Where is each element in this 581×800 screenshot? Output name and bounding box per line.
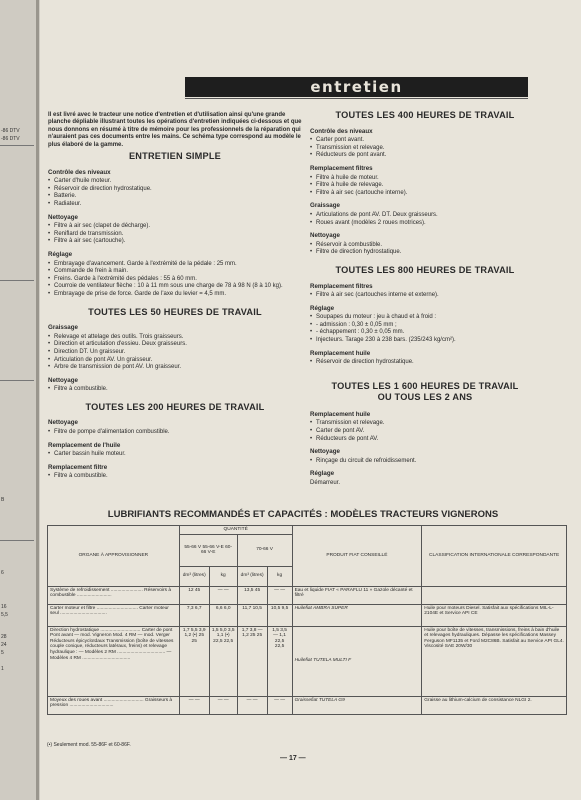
list-item: • - admission : 0,30 ± 0,05 mm ;: [310, 322, 540, 330]
margin-text: 6: [1, 570, 4, 576]
table-cell: Moyeux des roues avant .............................. Graisseurs à pression .................................: [48, 696, 180, 714]
group-heading: Nettoyage: [310, 448, 340, 456]
column-header: 55-66 V 55-66 V-E 60-66 V-E: [179, 534, 237, 566]
list-item: • Carter bassin huile moteur.: [48, 451, 302, 459]
group-heading: Remplacement huile: [310, 349, 371, 357]
column-header: kg: [267, 566, 292, 586]
page-number: — 17 —: [280, 755, 306, 762]
margin-text: 1: [1, 666, 4, 672]
group-heading: Nettoyage: [310, 232, 340, 240]
list-item: • Transmission et relevage.: [310, 420, 540, 428]
table-cell: 10,5 9,5: [267, 604, 292, 626]
column-header: kg: [209, 566, 237, 586]
margin-text: B: [1, 497, 5, 503]
adjacent-page-strip: [0, 0, 40, 800]
column-header: 70-66 V: [237, 534, 292, 566]
table-cell: Graissefiat TUTELA G9: [292, 696, 422, 714]
right-column: [310, 104, 540, 488]
table-cell: — —: [267, 696, 292, 714]
group-heading: Graissage: [48, 324, 78, 332]
banner-title: entretien: [310, 78, 403, 96]
column-header: PRODUIT FIAT CONSEILLÉ: [292, 526, 422, 587]
page-fold: [36, 0, 39, 800]
list-item: • Commande de frein à main.: [48, 268, 302, 276]
table-cell: Huilefiat TUTELA MULTI F: [292, 626, 422, 696]
table-cell: [422, 586, 567, 604]
table-cell: 1,7 5,5 3,9 1,2 (•) 25 25: [179, 626, 209, 696]
list-item: • Filtre à air sec (cartouches interne et externe).: [310, 292, 540, 300]
list-item: • - échappement : 0,30 ± 0,05 mm.: [310, 329, 540, 337]
table-cell: Eau et liquide FIAT « PARAFLU 11 » Gazole décanté et filtré: [292, 586, 422, 604]
list-item: • Filtre de direction hydrostatique.: [310, 249, 540, 257]
group-heading: Remplacement de l'huile: [48, 441, 121, 449]
table-cell: Carter moteur et filtre ............................... Carter moteur seul ...................................: [48, 604, 180, 626]
section-title: ENTRETIEN SIMPLE: [128, 151, 222, 162]
table-cell: — —: [209, 586, 237, 604]
table-cell: 7,3 6,7: [179, 604, 209, 626]
table-cell: 13,5 45: [237, 586, 267, 604]
group-heading: Nettoyage: [48, 376, 78, 384]
list-item: • Relevage et attelage des outils. Trois graisseurs.: [48, 334, 302, 342]
list-item: • Filtre à huile de moteur.: [310, 175, 540, 183]
list-item: • Soupapes du moteur : jeu à chaud et à froid :: [310, 314, 540, 322]
margin-text: 5: [1, 650, 4, 656]
list-item: • Filtre à air sec (clapet de décharge).: [48, 223, 302, 231]
list-item: • Roues avant (modèles 2 roues motrices).: [310, 220, 540, 228]
plain-text: Démarreur.: [310, 480, 341, 486]
table-cell: Huilefiat AMBRA SUPER: [292, 604, 422, 626]
intro-paragraph: Il est livré avec le tracteur une notice d'entretien et d'utilisation ainsi qu'une grande planche dépliable illustrant toutes les opérations d'entretien indiquées ci-dessous et que nous donnons en résumé à titre de mémoire pour les professionnels de la réparation qui n'auraient pas ces documents entre les mains. Ce schéma type correspond au modèle le plus élaboré de la gamme.: [48, 112, 302, 148]
column-header: dm³ (litres): [179, 566, 209, 586]
list-item: • Filtre de pompe d'alimentation combustible.: [48, 429, 302, 437]
list-item: • Arbre de transmission de pont AV. Un graisseur.: [48, 364, 302, 372]
table-title: LUBRIFIANTS RECOMMANDÉS ET CAPACITÉS : MODÈLES TRACTEURS VIGNERONS: [107, 509, 499, 520]
table-cell: — —: [237, 696, 267, 714]
table-row: [48, 604, 567, 626]
table-row: [48, 626, 567, 696]
list-item: • Freins. Garde à l'extrémité des pédales : 55 à 60 mm.: [48, 276, 302, 284]
list-item: • Reniflard de transmission.: [48, 231, 302, 239]
group-heading: Nettoyage: [48, 419, 78, 427]
table-row: [48, 586, 567, 604]
table-cell: — —: [179, 696, 209, 714]
margin-text: -86 DTV: [1, 128, 20, 134]
section-title: TOUTES LES 50 HEURES DE TRAVAIL: [88, 306, 262, 317]
section-title: TOUTES LES 200 HEURES DE TRAVAIL: [85, 401, 265, 412]
list-item: • Carter pont avant.: [310, 137, 540, 145]
list-item: • Filtre à air sec (cartouche interne).: [310, 190, 540, 198]
list-item: • Filtre à huile de relevage.: [310, 182, 540, 190]
list-item: • Transmission et relevage.: [310, 145, 540, 153]
list-item: • Radiateur.: [48, 201, 302, 209]
table-cell: Huile pour boîte de vitesses, transmissions, freins à bain d'huile et relevages hydrauliques. Dépasse les spécifications Massey Ferguson MF1135 et Ford M2C86B. Satisfait au Service API GL4. Viscosité SAE 20W/30: [422, 626, 567, 696]
section-title: TOUTES LES 400 HEURES DE TRAVAIL: [335, 110, 515, 120]
list-item: • Direction et articulation d'essieu. Deux graisseurs.: [48, 341, 302, 349]
column-header: CLASSIFICATION INTERNATIONALE CORRESPONDANTE: [422, 526, 567, 587]
table-cell: Huile pour moteurs Diesel. Satisfait aux spécifications MIL-L-2104E et Service API CE: [422, 604, 567, 626]
group-heading: Réglage: [48, 250, 73, 258]
table-cell: 1,5 3,5 — 1,1 22,5 22,5: [267, 626, 292, 696]
column-header: dm³ (litres): [237, 566, 267, 586]
table-cell: 11,7 10,5: [237, 604, 267, 626]
list-item: • Réducteurs de pont avant.: [310, 152, 540, 160]
list-item: • Réservoir de direction hydrostatique.: [310, 359, 540, 367]
left-column: [48, 112, 302, 481]
group-heading: Nettoyage: [48, 213, 78, 221]
margin-text: 24: [1, 642, 7, 648]
table-cell: 1,5 5,0 3,5 1,1 (•) 22,5 22,5: [209, 626, 237, 696]
group-heading: Graissage: [310, 202, 340, 210]
section-title: TOUTES LES 800 HEURES DE TRAVAIL: [335, 264, 515, 275]
group-heading: Remplacement huile: [310, 410, 371, 418]
list-item: • Réducteurs de pont AV.: [310, 436, 540, 444]
list-item: • Embrayage de prise de force. Garde de l'axe du levier = 4,5 mm.: [48, 291, 302, 299]
table-cell: — —: [267, 586, 292, 604]
list-item: • Filtre à combustible.: [48, 473, 302, 481]
group-heading: Contrôle des niveaux: [48, 168, 111, 176]
group-heading: Réglage: [310, 304, 335, 312]
group-heading: Remplacement filtre: [48, 463, 108, 471]
table-cell: 6,6 6,0: [209, 604, 237, 626]
group-heading: Remplacement filtres: [310, 164, 373, 172]
group-heading: Remplacement filtres: [310, 282, 373, 290]
table-cell: Système de refroidissement ........................ Réservoirs à combustible ..........................: [48, 586, 180, 604]
table-row: [48, 696, 567, 714]
table-cell: 12 45: [179, 586, 209, 604]
group-heading: Contrôle des niveaux: [310, 127, 373, 135]
margin-text: 5,5: [1, 612, 8, 618]
table-cell: Graisse au lithium-calcium de consistance NLGI 2.: [422, 696, 567, 714]
section-title: TOUTES LES 1 600 HEURES DE TRAVAIL OU TOUS LES 2 ANS: [331, 380, 519, 402]
list-item: • Carter de pont AV.: [310, 428, 540, 436]
list-item: • Articulation de pont AV. Un graisseur.: [48, 357, 302, 365]
table-cell: Direction hydrostatique .............................. Carter de pont Pont avant — mod. Vigneron Mod. 4 RM — mod. Verger Réducteurs épicycloïdaux Transmission (boîte de vitesses couple conique, réducteurs latéraux, freins) et relevage hydraulique : — Modèles 2 RM .................................... — Modèles 4 RM ....................................: [48, 626, 180, 696]
list-item: • Courroie de ventilateur flèche : 10 à 11 mm sous une charge de 78 à 98 N (8 à 10 kg).: [48, 283, 302, 291]
list-item: • Carter d'huile moteur.: [48, 178, 302, 186]
lubricants-table: [47, 525, 567, 715]
section-banner: [185, 77, 528, 97]
list-item: • Réservoir de direction hydrostatique.: [48, 186, 302, 194]
margin-text: 16: [1, 604, 7, 610]
list-item: • Filtre à combustible.: [48, 386, 302, 394]
list-item: • Rinçage du circuit de refroidissement.: [310, 458, 540, 466]
margin-text: 28: [1, 634, 7, 640]
list-item: • Embrayage d'avancement. Garde à l'extrémité de la pédale : 25 mm.: [48, 261, 302, 269]
list-item: • Articulations de pont AV. DT. Deux graisseurs.: [310, 212, 540, 220]
table-cell: 1,7 3,8 — 1,2 25 25: [237, 626, 267, 696]
list-item: • Batterie.: [48, 193, 302, 201]
column-header: QUANTITÉ: [179, 526, 292, 535]
list-item: • Injecteurs. Tarage 230 à 238 bars. (235/243 kg/cm²).: [310, 337, 540, 345]
banner-rule: [185, 98, 528, 99]
list-item: • Réservoir à combustible.: [310, 242, 540, 250]
list-item: • Direction DT. Un graisseur.: [48, 349, 302, 357]
table-cell: — —: [209, 696, 237, 714]
margin-text: -86 DTV: [1, 136, 20, 142]
footnote: (•) Seulement mod. 55-86F et 60-86F.: [47, 742, 131, 748]
group-heading: Réglage: [310, 470, 335, 478]
column-header: ORGANE À APPROVISIONNER: [48, 526, 180, 587]
list-item: • Filtre à air sec (cartouche).: [48, 238, 302, 246]
